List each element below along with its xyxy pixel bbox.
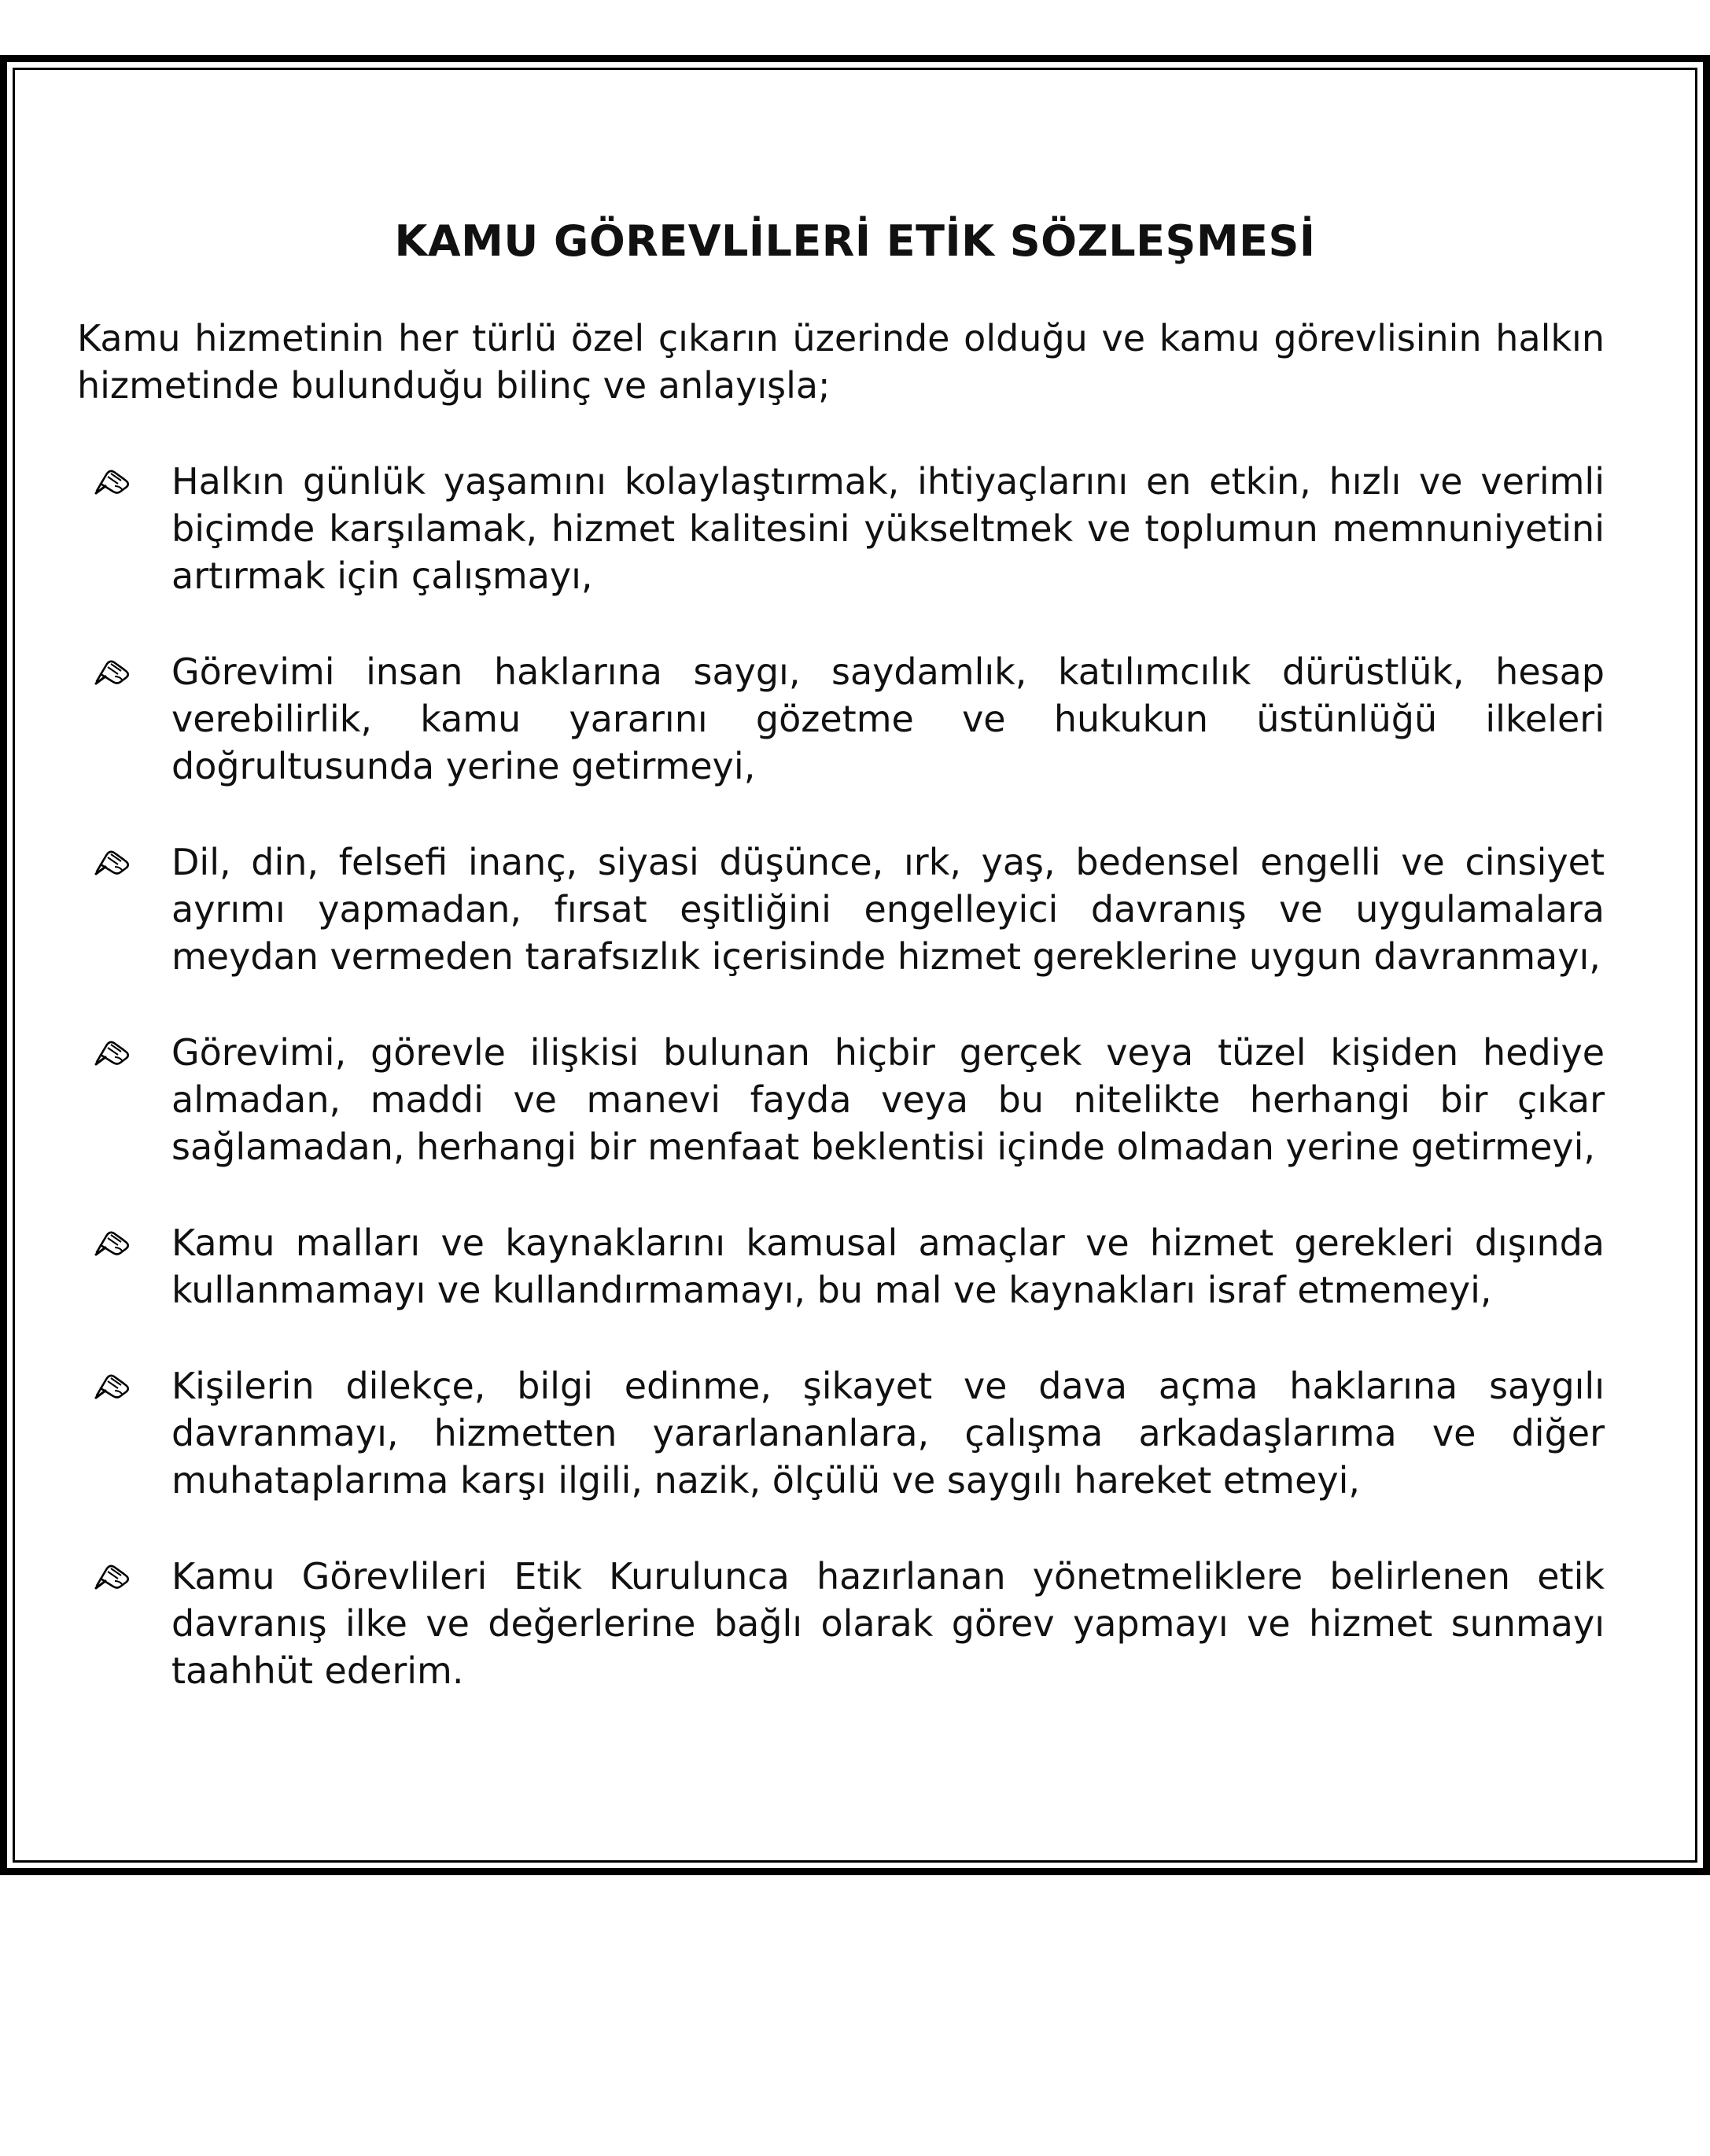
clause-item (0, 1553, 1710, 1694)
clause-item (0, 838, 1710, 980)
intro-paragraph: Kamu hizmetinin her türlü özel çıkarın üzerinde olduğu ve kamu görevlisinin halkın hizmetinde bulunduğu bilinç ve anlayışla; (77, 317, 1605, 407)
writing-hand-icon (94, 1038, 132, 1067)
clause-text: Görevimi insan haklarına saygı, saydamlık, katılımcılık dürüstlük, hesap verebilirlik, kamu yararını gözetme ve hukukun üstünlüğü ilkeleri doğrultusunda yerine getirmeyi, (171, 650, 1605, 787)
clause-item (0, 648, 1710, 790)
writing-hand-icon (94, 848, 132, 876)
clause-item (0, 1362, 1710, 1504)
clause-text: Kamu Görevlileri Etik Kurulunca hazırlanan yönetmeliklere belirlenen etik davranış ilke ve değerlerine bağlı olarak görev yapmayı ve hizmet sunmayı taahhüt ederim. (171, 1555, 1605, 1692)
writing-hand-icon (94, 1229, 132, 1257)
writing-hand-icon (94, 1562, 132, 1590)
clause-text: Kamu malları ve kaynaklarını kamusal amaçlar ve hizmet gerekleri dışında kullanmamayı ve kullandırmamayı, bu mal ve kaynakları israf etmemeyi, (171, 1222, 1605, 1311)
writing-hand-icon (94, 467, 132, 496)
clause-text: Dil, din, felsefi inanç, siyasi düşünce, ırk, yaş, bedensel engelli ve cinsiyet ayrımı yapmadan, fırsat eşitliğini engelleyici davranış ve uygulamalara meydan vermeden tarafsızlık içerisinde hizmet gereklerine uygun davranmayı, (171, 841, 1605, 978)
document-title: KAMU GÖREVLİLERİ ETİK SÖZLEŞMESİ (394, 216, 1316, 266)
writing-hand-icon (94, 658, 132, 686)
clause-text: Görevimi, görevle ilişkisi bulunan hiçbir gerçek veya tüzel kişiden hediye almadan, maddi ve manevi fayda veya bu nitelikte herhangi bir çıkar sağlamadan, herhangi bir menfaat beklentisi içinde olmadan yerine getirmeyi, (171, 1031, 1605, 1168)
writing-hand-icon (94, 1372, 132, 1400)
clause-item (0, 1219, 1710, 1314)
clause-text: Halkın günlük yaşamını kolaylaştırmak, ihtiyaçlarını en etkin, hızlı ve verimli biçimde karşılamak, hizmet kalitesini yükseltmek ve toplumun memnuniyetini artırmak için çalışmayı, (171, 460, 1605, 597)
clause-item (0, 458, 1710, 599)
clause-text: Kişilerin dilekçe, bilgi edinme, şikayet ve dava açma haklarına saygılı davranmayı, hizmetten yararlananlara, çalışma arkadaşlarıma ve diğer muhataplarıma karşı ilgili, nazik, ölçülü ve saygılı hareket etmeyi, (171, 1365, 1605, 1502)
clause-item (0, 1029, 1710, 1170)
clause-list (0, 458, 1710, 1743)
